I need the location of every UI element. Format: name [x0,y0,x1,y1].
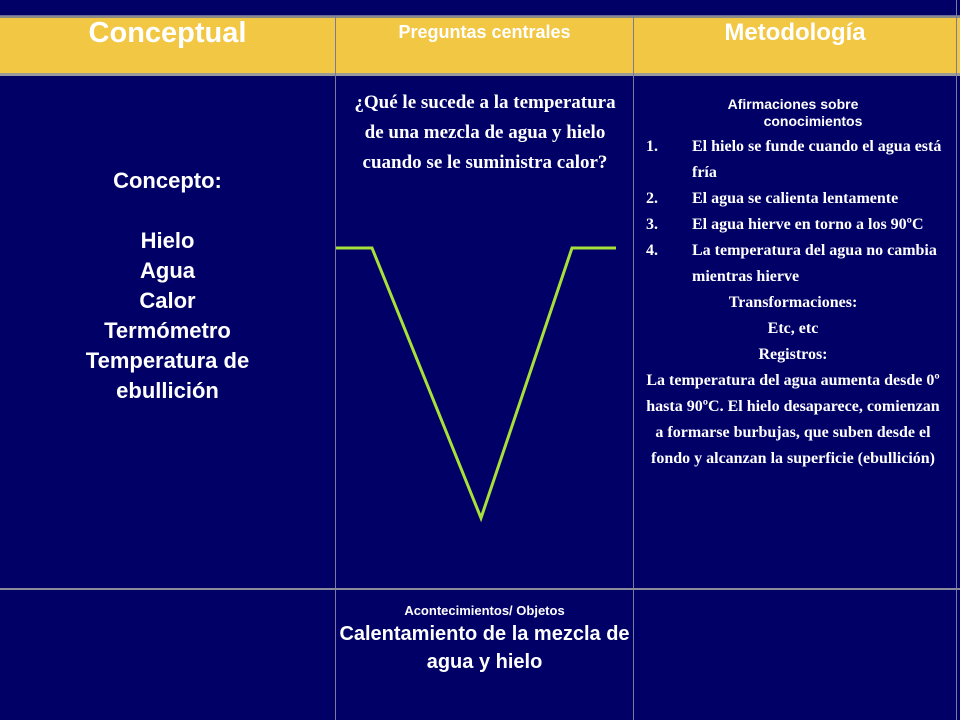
claim-number: 1. [646,138,658,155]
claim-item [636,134,950,186]
records-label: Registros: [758,346,828,363]
transformations-label: Transformaciones: [728,294,858,311]
concept-item: Calor [139,288,196,313]
concept-label: Concepto: [113,168,222,193]
vee-shape [336,248,616,518]
header-conceptual: Conceptual [88,17,247,49]
claims-list [636,134,950,290]
events-label: Acontecimientos/ Objetos [404,603,565,618]
claim-text: La temperatura del agua no cambia mientras hierve [692,242,937,285]
concept-item: ebullición [116,378,219,403]
events-text: Calentamiento de la mezcla de agua y hielo [339,623,630,673]
claim-item [636,238,950,290]
central-question: ¿Qué le sucede a la temperatura de una mezcla de agua y hielo cuando se le suministra calor? [354,92,616,173]
conceptual-column [0,168,335,406]
header-row [0,16,960,76]
header-questions: Preguntas centrales [398,22,571,42]
claim-number: 3. [646,216,658,233]
claim-text: El agua hierve en torno a los 90ºC [692,216,924,233]
column-divider [633,16,634,720]
concept-item: Termómetro [104,318,231,343]
events-objects-cell [336,602,633,676]
claims-title: conocimientos [763,113,863,129]
concept-item: Temperatura de [85,348,250,373]
vee-diagram [336,236,616,526]
column-divider [956,0,957,720]
methodology-column [636,96,950,472]
claim-item [636,212,950,238]
claims-title: Afirmaciones sobre [727,96,859,112]
records-text: La temperatura del agua aumenta desde 0º hasta 90ºC. El hielo desaparece, comienzan a formarse burbujas, que suben desde el fondo y alcanzan la superficie (ebullición) [646,372,940,467]
concept-item: Agua [140,258,195,283]
header-methodology: Metodología [724,19,866,46]
claim-item [636,186,950,212]
concept-item: Hielo [140,228,195,253]
claim-number: 4. [646,242,658,259]
claim-number: 2. [646,190,658,207]
top-strip [0,0,960,16]
transformations-text: Etc, etc [767,320,819,337]
claim-text: El agua se calienta lentamente [692,190,899,207]
claim-text: El hielo se funde cuando el agua está fría [692,138,942,181]
row-divider [0,588,960,590]
